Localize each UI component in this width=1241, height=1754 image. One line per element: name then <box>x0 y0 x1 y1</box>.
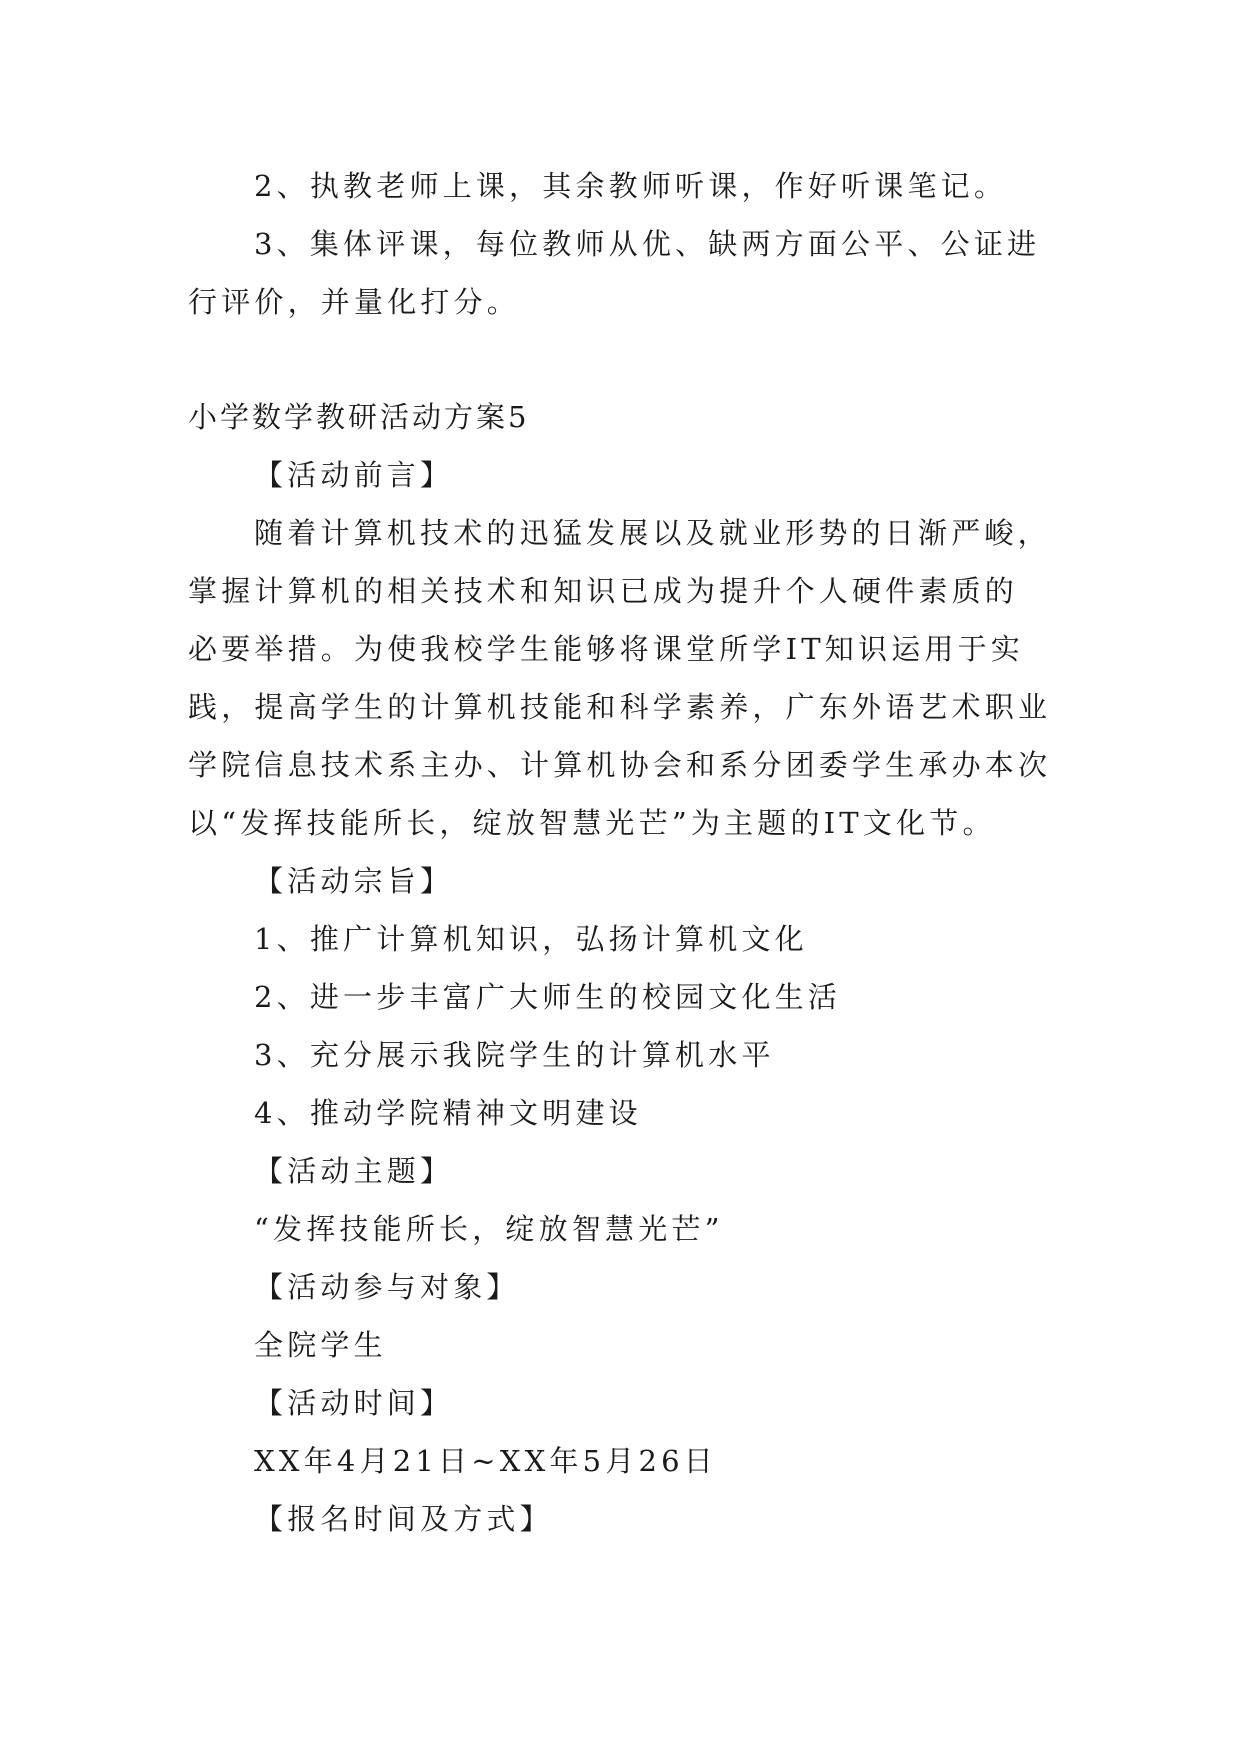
paragraph-line: 行评价，并量化打分。 <box>188 285 521 319</box>
paragraph-line: 2、执教老师上课，其余教师听课，作好听课笔记。 <box>254 169 1008 203</box>
paragraph-line: “发挥技能所长，绽放智慧光芒” <box>254 1212 724 1246</box>
paragraph-line: 践，提高学生的计算机技能和科学素养，广东外语艺术职业 <box>188 690 1052 724</box>
paragraph-line: 掌握计算机的相关技术和知识已成为提升个人硬件素质的 <box>188 574 1019 608</box>
paragraph-line: 随着计算机技术的迅猛发展以及就业形势的日渐严峻， <box>254 516 1051 550</box>
list-item: 4、推动学院精神文明建设 <box>254 1096 642 1130</box>
section-heading: 【活动宗旨】 <box>254 864 454 898</box>
section-heading: 【活动时间】 <box>254 1386 454 1420</box>
list-item: 2、进一步丰富广大师生的校园文化生活 <box>254 980 842 1014</box>
paragraph-line: 必要举措。为使我校学生能够将课堂所学IT知识运用于实 <box>188 632 1024 666</box>
section-heading: 【活动主题】 <box>254 1154 454 1188</box>
section-heading: 【报名时间及方式】 <box>254 1502 553 1536</box>
paragraph-line: 全院学生 <box>254 1328 387 1362</box>
paragraph-line: XX年4月21日~XX年5月26日 <box>254 1444 717 1478</box>
list-item: 1、推广计算机知识，弘扬计算机文化 <box>254 922 808 956</box>
list-item: 3、充分展示我院学生的计算机水平 <box>254 1038 775 1072</box>
section-heading: 【活动前言】 <box>254 458 454 492</box>
section-title: 小学数学教研活动方案5 <box>188 400 530 434</box>
paragraph-line: 3、集体评课，每位教师从优、缺两方面公平、公证进 <box>254 227 1041 261</box>
section-heading: 【活动参与对象】 <box>254 1270 520 1304</box>
paragraph-line: 学院信息技术系主办、计算机协会和系分团委学生承办本次 <box>188 748 1052 782</box>
paragraph-line: 以“发挥技能所长，绽放智慧光芒”为主题的IT文化节。 <box>188 806 996 840</box>
